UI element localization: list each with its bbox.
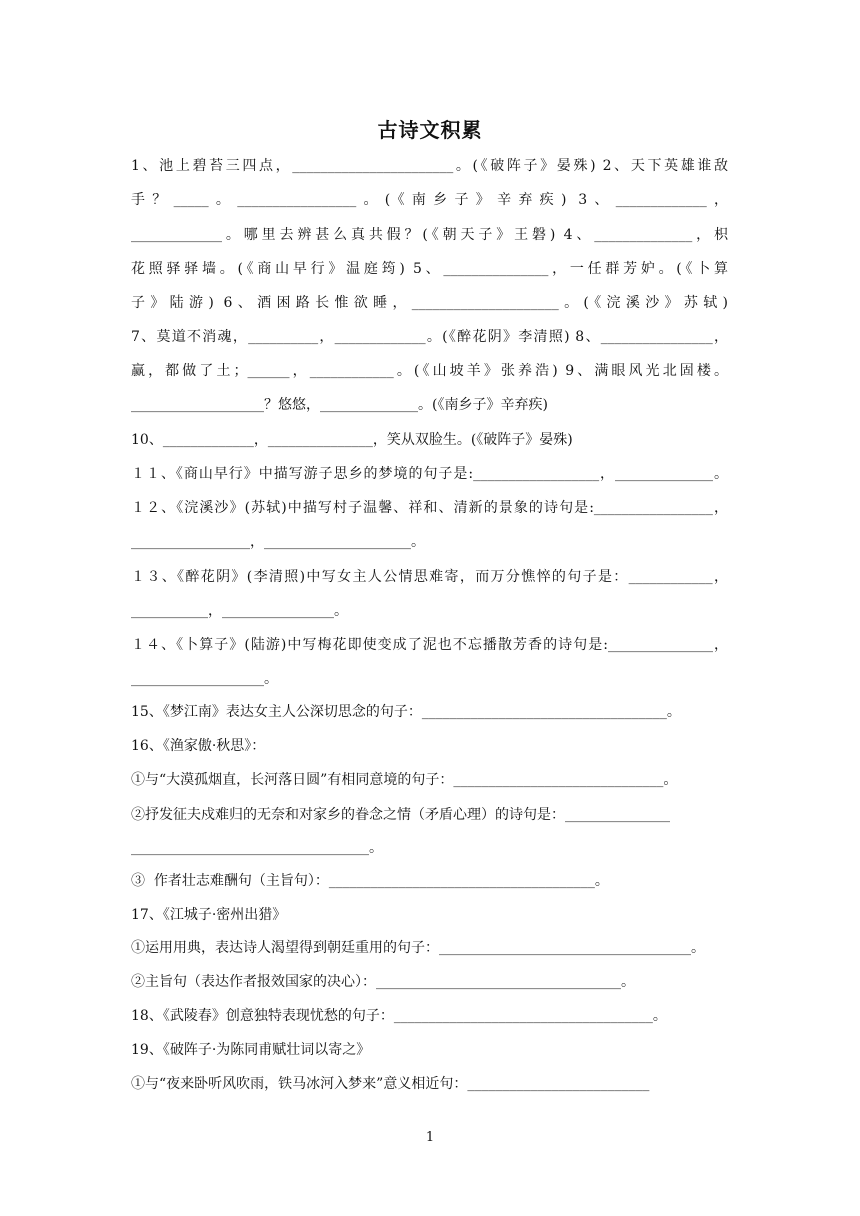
- question-line: ①运用用典，表达诗人渴望得到朝廷重用的句子：____________________________________。: [131, 940, 705, 956]
- question-line: 19、《破阵子·为陈同甫赋壮词以寄之》: [131, 1042, 371, 1058]
- question-line: ②主旨句（表达作者报效国家的决心）：___________________________________。: [131, 974, 635, 990]
- question-line: １４、《卜算子》(陆游)中写梅花即使变成了泥也不忘播散芳香的诗句是:_______________，: [131, 637, 728, 653]
- question-line: 10、_____________，_______________，笑从双脸生。(《破阵子》晏殊): [131, 432, 573, 448]
- question-line: _____________。哪里去辨甚么真共假？(《朝天子》王磐) 4、______________，枳: [131, 227, 728, 243]
- question-line: １３、《醉花阴》(李清照)中写女主人公情思难寄，而万分憔悴的句子是：____________，: [131, 569, 728, 585]
- question-line: ___________________？悠悠，______________。(《南乡子》辛弃疾): [131, 397, 548, 413]
- question-line: １２、《浣溪沙》(苏轼)中描写村子温馨、祥和、清新的景象的诗句是:_________________，: [131, 500, 728, 516]
- question-line: 16、《渔家傲·秋思》：: [131, 738, 266, 754]
- page-number: 1: [425, 1130, 435, 1145]
- question-line: １１、《商山早行》中描写游子思乡的梦境的句子是:__________________，______________。: [131, 466, 728, 482]
- question-line: ①与“夜来卧听风吹雨，铁马冰河入梦来”意义相近句：__________________________: [131, 1076, 650, 1092]
- question-line: __________________________________。: [131, 840, 383, 856]
- question-line: 7、莫道不消魂，__________，_____________。(《醉花阴》李清照) 8、________________，: [131, 329, 728, 345]
- question-line: 子》陆游) 6、酒困路长惟欲睡，_____________________。(《浣溪沙》苏轼): [131, 295, 728, 311]
- question-line: ②抒发征夫戍难归的无奈和对家乡的眷念之情（矛盾心理）的诗句是：_______________: [131, 807, 670, 823]
- question-line: 1、池上碧苔三四点，_______________________。(《破阵子》晏殊) 2、天下英雄谁敌: [131, 158, 728, 174]
- question-line: ___________，________________。: [131, 603, 348, 619]
- question-line: 花照驿驿墙。(《商山早行》温庭筠) 5、_______________，一任群芳妒。(《卜算: [131, 261, 728, 277]
- question-line: ①与“大漠孤烟直，长河落日圆”有相同意境的句子：______________________________。: [131, 772, 678, 788]
- question-line: 赢，都做了土；______，____________。(《山坡羊》张养浩) 9、满眼风光北固楼。: [131, 363, 728, 379]
- question-line: 18、《武陵春》创意独特表现忧愁的句子：_____________________________________。: [131, 1008, 667, 1024]
- question-line: 手？_____。_________________。(《南乡子》辛弃疾) 3、_____________，: [131, 192, 728, 208]
- question-line: 15、《梦江南》表达女主人公深切思念的句子：___________________________________。: [131, 704, 681, 720]
- question-line: 17、《江城子·密州出猎》: [131, 907, 287, 923]
- question-line: _________________，_____________________。: [131, 534, 425, 550]
- page-title: 古诗文积累: [377, 118, 483, 142]
- question-line: ③ 作者壮志难酬句（主旨句）：______________________________________。: [131, 873, 609, 889]
- question-line: ___________________。: [131, 671, 278, 687]
